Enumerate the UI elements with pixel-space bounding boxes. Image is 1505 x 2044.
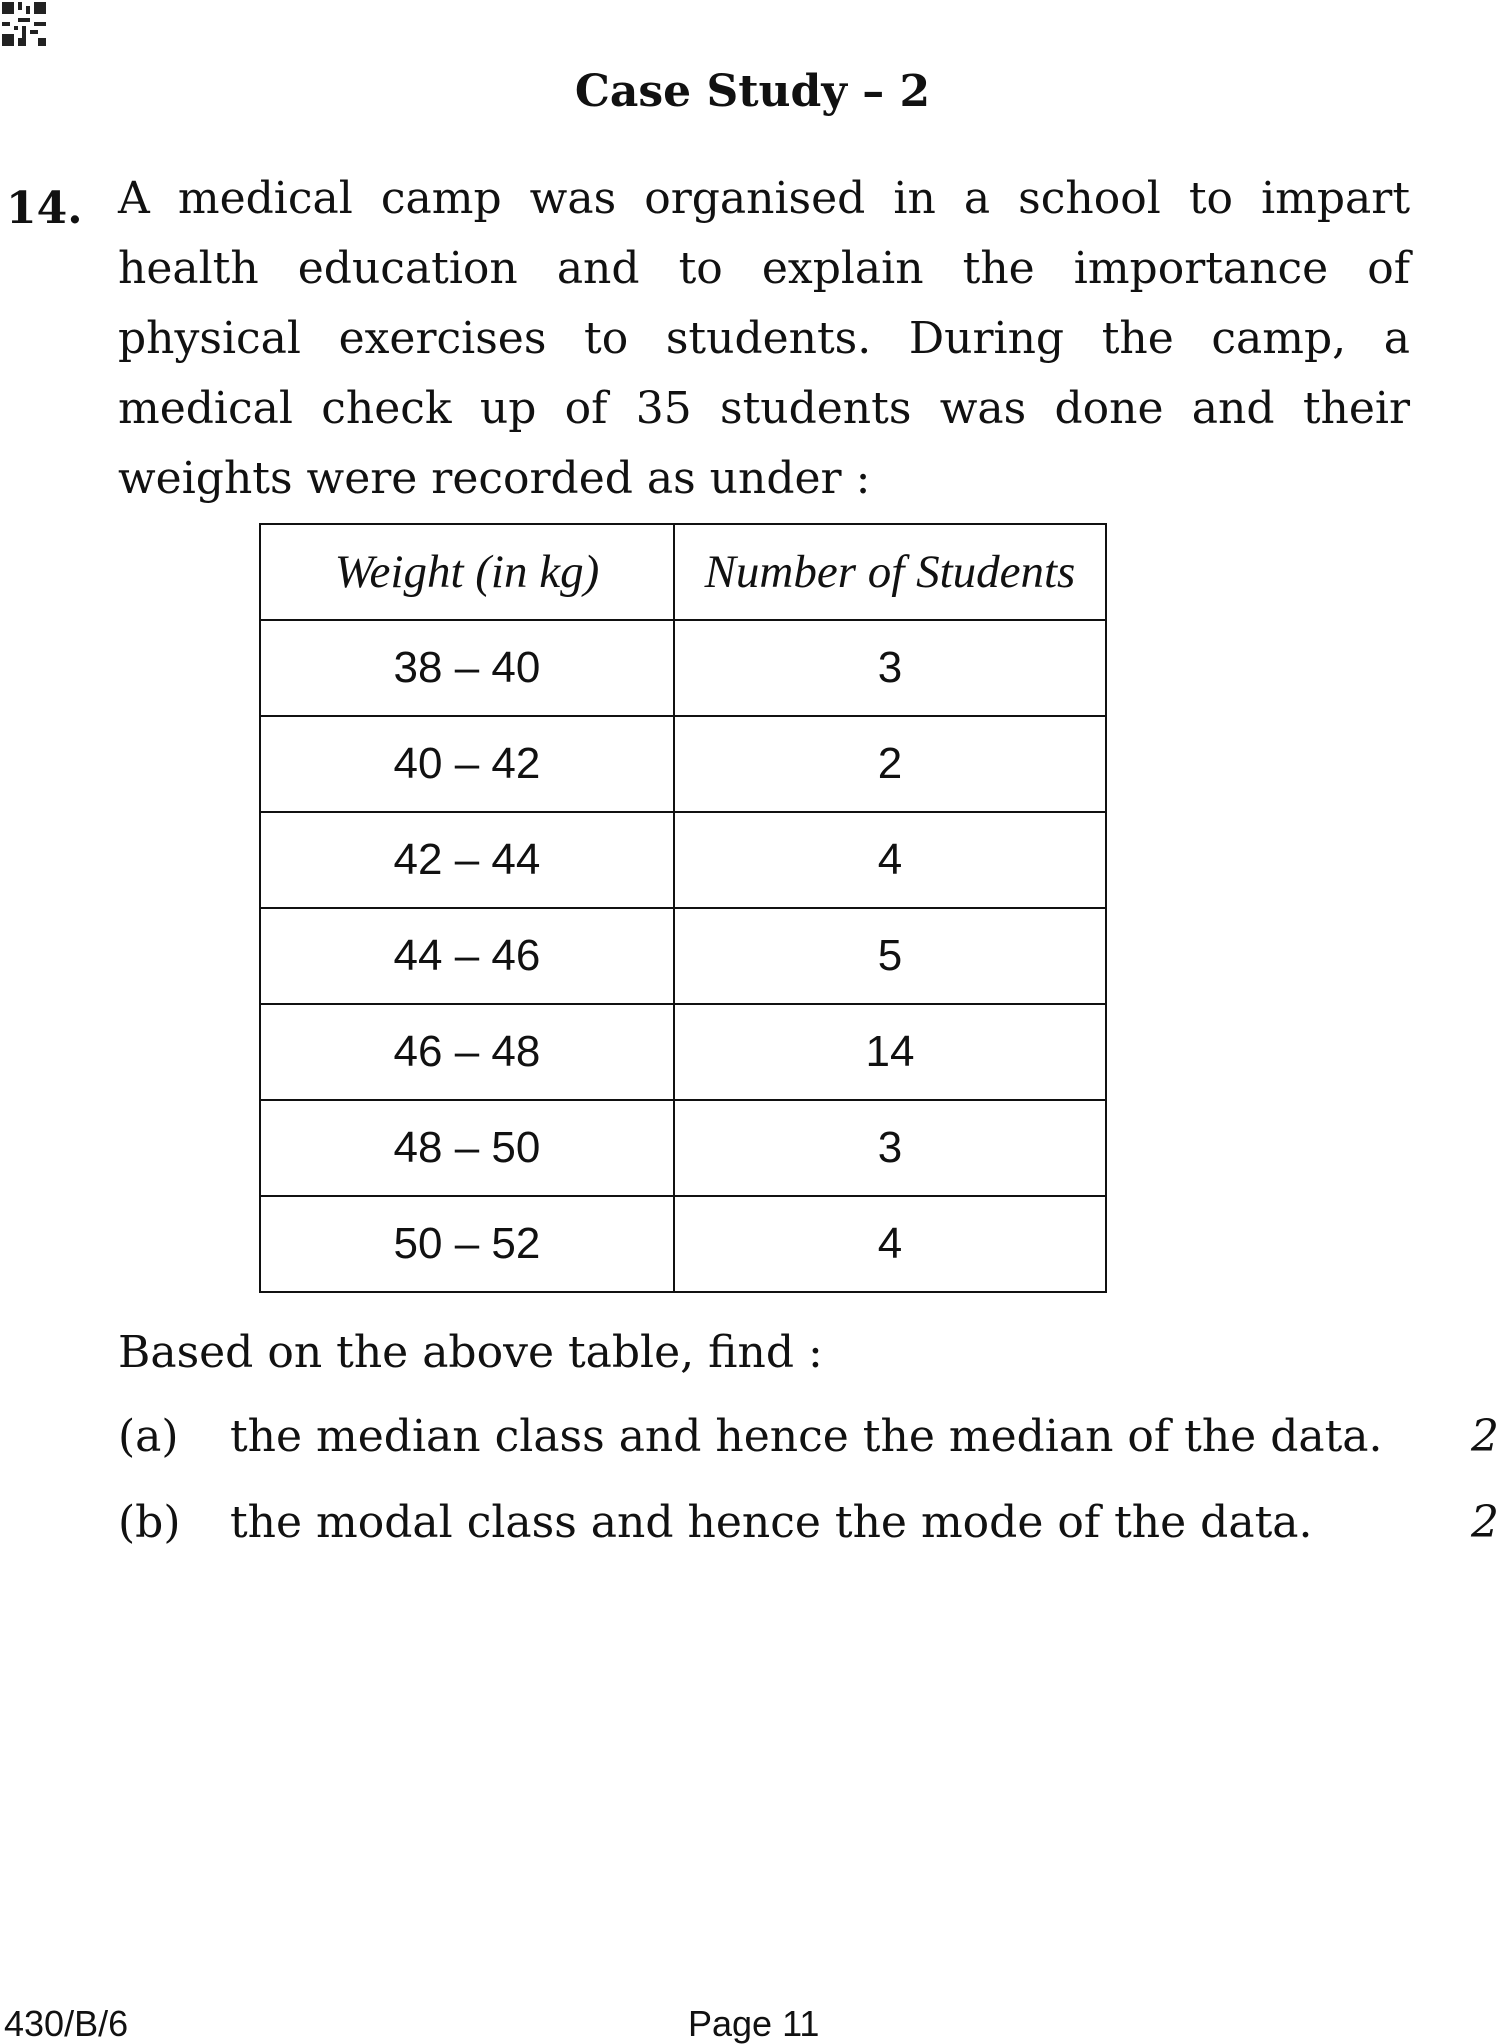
header-weight: Weight (in kg) bbox=[260, 524, 674, 620]
case-study-heading: Case Study – 2 bbox=[574, 66, 931, 117]
table-row bbox=[260, 1100, 1106, 1196]
students-cell: 4 bbox=[674, 812, 1106, 908]
table-row bbox=[260, 908, 1106, 1004]
weight-cell: 48 – 50 bbox=[260, 1100, 674, 1196]
weight-cell: 50 – 52 bbox=[260, 1196, 674, 1292]
part-marks: 2 bbox=[1471, 1497, 1499, 1548]
weight-cell: 46 – 48 bbox=[260, 1004, 674, 1100]
students-cell: 14 bbox=[674, 1004, 1106, 1100]
part-text: the modal class and hence the mode of the data. bbox=[230, 1497, 1313, 1548]
table-row bbox=[260, 620, 1106, 716]
part-text: the median class and hence the median of the data. bbox=[230, 1411, 1383, 1462]
paper-code: 430/B/6 bbox=[4, 2003, 129, 2044]
table-row bbox=[260, 1196, 1106, 1292]
weight-cell: 40 – 42 bbox=[260, 716, 674, 812]
students-cell: 5 bbox=[674, 908, 1106, 1004]
table-row bbox=[260, 716, 1106, 812]
table-row bbox=[260, 1004, 1106, 1100]
students-cell: 3 bbox=[674, 1100, 1106, 1196]
question-prompt: Based on the above table, find : bbox=[118, 1327, 823, 1378]
weight-cell: 42 – 44 bbox=[260, 812, 674, 908]
table-header-row bbox=[260, 524, 1106, 620]
part-marks: 2 bbox=[1471, 1411, 1499, 1462]
part-label: (a) bbox=[118, 1411, 179, 1462]
part-label: (b) bbox=[118, 1497, 181, 1548]
weight-cell: 38 – 40 bbox=[260, 620, 674, 716]
students-cell: 3 bbox=[674, 620, 1106, 716]
header-students: Number of Students bbox=[674, 524, 1106, 620]
qr-code bbox=[2, 2, 46, 46]
weight-frequency-table bbox=[259, 523, 1107, 1293]
page-number: Page 11 bbox=[688, 2003, 820, 2044]
question-number: 14. bbox=[6, 183, 83, 234]
weight-cell: 44 – 46 bbox=[260, 908, 674, 1004]
table-row bbox=[260, 812, 1106, 908]
students-cell: 2 bbox=[674, 716, 1106, 812]
question-text: A medical camp was organised in a school to impart health education and to explain the importance of physical exercises to students. During the camp, a medical check up of 35 students was done and their weights were recorded as under : bbox=[118, 173, 1410, 504]
students-cell: 4 bbox=[674, 1196, 1106, 1292]
